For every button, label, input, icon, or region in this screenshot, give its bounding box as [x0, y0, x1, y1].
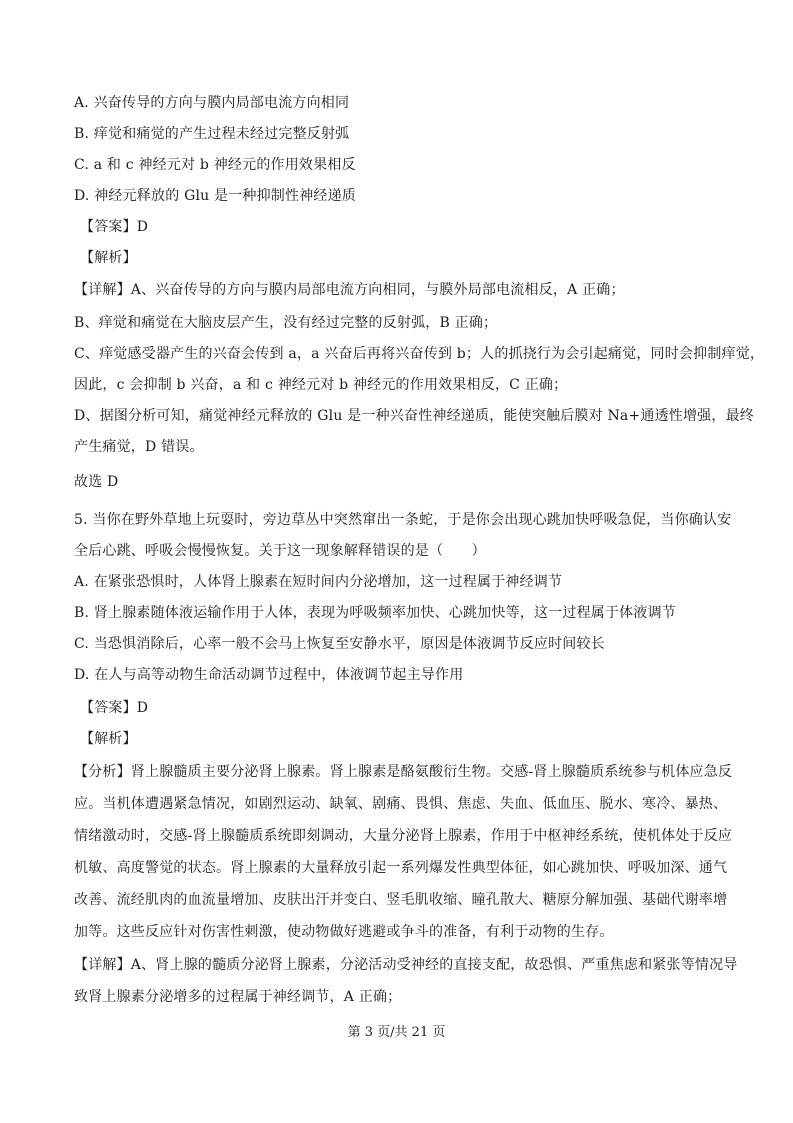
q4-detail-line-1: 【详解】A、兴奋传导的方向与膜内局部电流方向相同，与膜外局部电流相反，A 正确；: [74, 282, 625, 298]
q5-analysis-line-4: 机敏、高度警觉的状态。肾上腺素的大量释放引起一系列爆发性典型体征，如心跳加快、呼吸加深、通气: [74, 860, 728, 876]
q4-option-a: A. 兴奋传导的方向与膜内局部电流方向相同: [74, 95, 350, 111]
q5-option-c: C. 当恐惧消除后，心率一般不会马上恢复至安静水平，原因是体液调节反应时间较长: [74, 636, 605, 652]
q5-stem-line-2: 全后心跳、呼吸会慢慢恢复。关于这一现象解释错误的是（ ）: [74, 543, 486, 559]
q4-answer: 【答案】D: [80, 219, 149, 235]
q5-stem-line-1: 5. 当你在野外草地上玩耍时，旁边草丛中突然窜出一条蛇，于是你会出现心跳加快呼吸急促，当你确认安: [74, 512, 732, 528]
q5-option-b: B. 肾上腺素随体液运输作用于人体，表现为呼吸频率加快、心跳加快等，这一过程属于体液调节: [74, 605, 676, 621]
q4-option-b: B. 痒觉和痛觉的产生过程未经过完整反射弧: [74, 126, 350, 142]
q4-detail-line-3: C、痒觉感受器产生的兴奋会传到 a，a 兴奋后再将兴奋传到 b；人的抓挠行为会引起痛觉，同时会抑制痒觉，: [74, 346, 765, 362]
q5-analysis-line-3: 情绪激动时，交感-肾上腺髓质系统即刻调动，大量分泌肾上腺素，作用于中枢神经系统，使机体处于反应: [74, 828, 733, 844]
q4-analysis-label: 【解析】: [80, 250, 137, 266]
page-footer: 第 3 页/共 21 页: [347, 1025, 446, 1040]
q4-detail-line-4: 因此，c 会抑制 b 兴奋，a 和 c 神经元对 b 神经元的作用效果相反，C 正确；: [74, 377, 568, 393]
q5-analysis-line-5: 改善、流经肌肉的血流量增加、皮肤出汗并变白、竖毛肌收缩、瞳孔散大、糖原分解加强、基础代谢率增: [74, 892, 728, 908]
q4-detail-line-6: 产生痛觉，D 错误。: [74, 439, 204, 455]
q4-detail-line-2: B、痒觉和痛觉在大脑皮层产生，没有经过完整的反射弧，B 正确；: [74, 315, 498, 331]
q5-analysis-label: 【解析】: [80, 731, 137, 747]
q5-detail-line-2: 致肾上腺素分泌增多的过程属于神经调节，A 正确；: [74, 989, 402, 1005]
q4-option-d: D. 神经元释放的 Glu 是一种抑制性神经递质: [74, 188, 357, 204]
q5-answer: 【答案】D: [80, 700, 149, 716]
q5-option-a: A. 在紧张恐惧时，人体肾上腺素在短时间内分泌增加，这一过程属于神经调节: [74, 574, 563, 590]
q5-analysis-line-6: 加等。这些反应针对伤害性刺激，使动物做好逃避或争斗的准备，有利于动物的生存。: [74, 924, 614, 940]
q4-choice: 故选 D: [74, 474, 119, 490]
q5-option-d: D. 在人与高等动物生命活动调节过程中，体液调节起主导作用: [74, 667, 464, 683]
q4-detail-line-5: D、据图分析可知，痛觉神经元释放的 Glu 是一种兴奋性神经递质，能使突触后膜对 Na+通透性增强，最终: [74, 408, 754, 424]
q5-analysis-line-2: 应。当机体遭遇紧急情况，如剧烈运动、缺氧、剧痛、畏惧、焦虑、失血、低血压、脱水、寒冷、暴热、: [74, 796, 728, 812]
q4-option-c: C. a 和 c 神经元对 b 神经元的作用效果相反: [74, 157, 356, 173]
q5-analysis-line-1: 【分析】肾上腺髓质主要分泌肾上腺素。肾上腺素是酪氨酸衍生物。交感-肾上腺髓质系统参与机体应急反: [74, 764, 733, 780]
q5-detail-line-1: 【详解】A、肾上腺的髓质分泌肾上腺素，分泌活动受神经的直接支配，故恐惧、严重焦虑和紧张等情况导: [74, 957, 738, 973]
